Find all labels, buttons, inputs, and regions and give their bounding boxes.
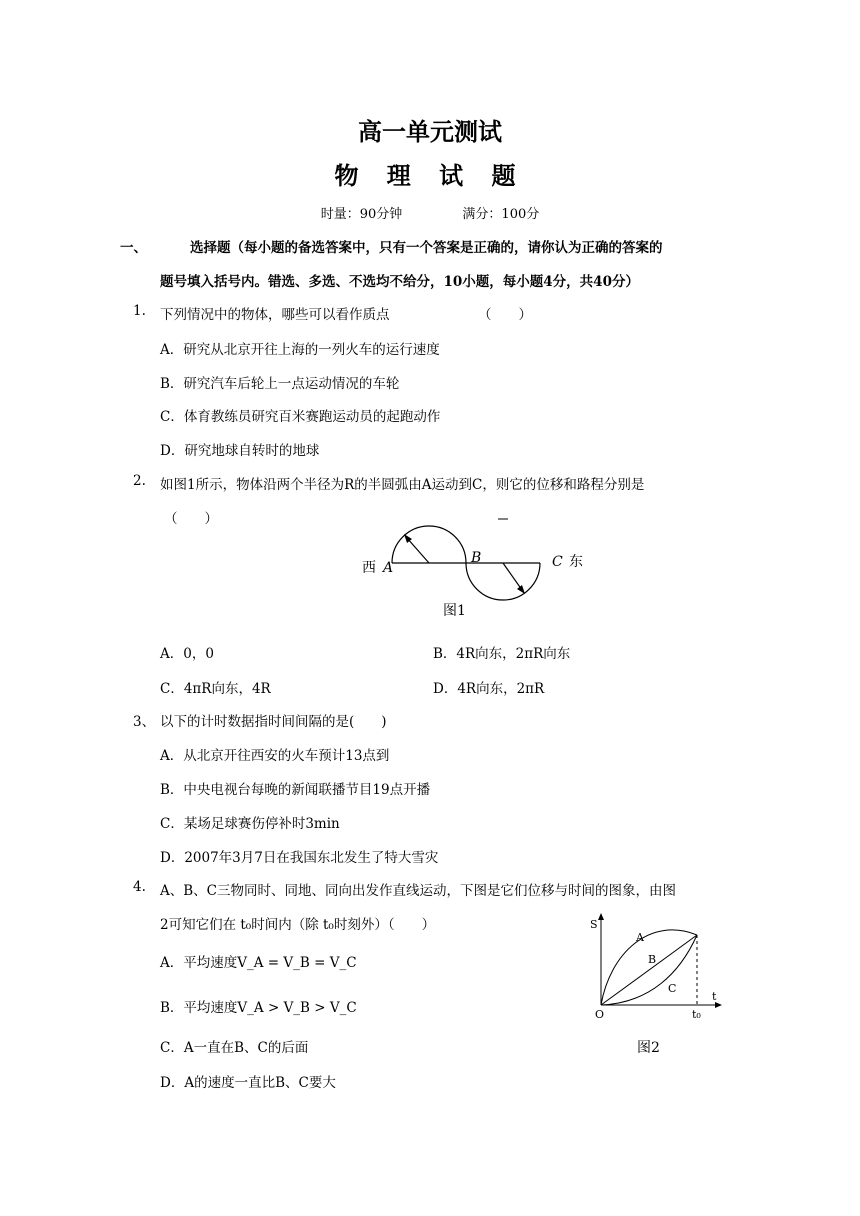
q3-option-b: B．中央电视台每晚的新闻联播节目19点开播	[160, 782, 431, 798]
figure-2-s-arrow	[598, 913, 604, 920]
figure-1-label-a: A	[383, 560, 394, 576]
figure-2-label-b: B	[648, 953, 657, 966]
figure-2-caption: 图2	[637, 1040, 660, 1056]
q4-option-d: D．A的速度一直比B、C要大	[160, 1075, 336, 1091]
exam-title: 高一单元测试	[358, 117, 502, 146]
q1-option-c: C．体育教练员研究百米赛跑运动员的起跑动作	[160, 409, 441, 425]
q2-answer-paren: （ ）	[164, 511, 218, 527]
q1-option-b: B．研究汽车后轮上一点运动情况的车轮	[160, 376, 400, 392]
q4-option-c: C．A一直在B、C的后面	[160, 1040, 309, 1056]
q3-text: 以下的计时数据指时间间隔的是( )	[160, 714, 387, 730]
figure-1-arrowhead-lower	[517, 585, 525, 594]
figure-2-s-label: S	[590, 918, 598, 931]
section-instruction-line1: 选择题（每小题的备选答案中，只有一个答案是正确的，请你认为正确的答案的	[190, 240, 663, 256]
figure-1-upper-arc	[392, 526, 466, 563]
figure-1-radius-upper	[407, 538, 429, 563]
q2-text: 如图1所示，物体沿两个半径为R的半圆弧由A运动到C，则它的位移和路程分别是	[160, 477, 645, 493]
q2-number: 2.	[133, 473, 146, 489]
q1-number: 1.	[133, 303, 146, 319]
figure-2-t-label: t	[712, 990, 717, 1003]
figure-2-curve-a	[601, 930, 697, 1005]
figure-1-label-b: B	[471, 550, 482, 566]
figure-1-label-c: C	[552, 554, 563, 570]
q1-option-d: D．研究地球自转时的地球	[160, 443, 320, 459]
figure-1-lower-arc	[466, 563, 540, 600]
q2-option-b: B．4R向东，2πR向东	[433, 646, 571, 662]
figure-1-semicircles	[350, 510, 620, 630]
q3-option-d: D．2007年3月7日在我国东北发生了特大雪灾	[160, 850, 439, 866]
figure-1-caption: 图1	[443, 603, 466, 619]
figure-2-origin: O	[595, 1008, 605, 1021]
q2-option-d: D．4R向东，2πR	[433, 681, 545, 697]
figure-2-position-time-graph	[580, 908, 740, 1058]
figure-1-radius-lower	[503, 563, 522, 590]
q2-option-a: A．0，0	[160, 646, 214, 662]
q4-option-a: A．平均速度V_A = V_B = V_C	[160, 955, 357, 971]
exam-meta	[0, 203, 860, 222]
figure-2-label-a: A	[636, 931, 644, 944]
figure-2-line-b	[601, 935, 697, 1005]
section-instruction-line2: 题号填入括号内。错选、多选、不选均不给分，10小题，每小题4分，共40分）	[160, 274, 639, 290]
q1-answer-paren: （ ）	[478, 307, 532, 323]
q4-option-b: B．平均速度V_A > V_B > V_C	[160, 1000, 357, 1016]
section-number: 一、	[120, 240, 147, 256]
time-limit: 时量：90分钟	[320, 207, 403, 222]
q4-text-line1: A、B、C三物同时、同地、同向出发作直线运动，下图是它们位移与时间的图象，由图	[160, 883, 676, 899]
exam-subject: 物 理 试 题	[334, 161, 526, 190]
figure-1-west: 西	[362, 560, 376, 576]
q1-option-a: A．研究从北京开往上海的一列火车的运行速度	[160, 342, 440, 358]
q2-option-c: C．4πR向东，4R	[160, 681, 271, 697]
q3-option-c: C．某场足球赛伤停补时3min	[160, 816, 340, 832]
figure-2-label-c: C	[668, 982, 677, 995]
full-score: 满分：100分	[462, 207, 540, 222]
q1-text: 下列情况中的物体，哪些可以看作质点	[160, 307, 390, 323]
figure-1-east: 东	[569, 554, 583, 570]
q3-number: 3、	[133, 714, 156, 730]
q4-number: 4.	[133, 879, 146, 895]
figure-2-t0-label: t₀	[692, 1008, 701, 1021]
q4-text-line2: 2可知它们在 t₀时间内（除 t₀时刻外）（ ）	[160, 917, 436, 933]
q3-option-a: A．从北京开往西安的火车预计13点到	[160, 748, 390, 764]
